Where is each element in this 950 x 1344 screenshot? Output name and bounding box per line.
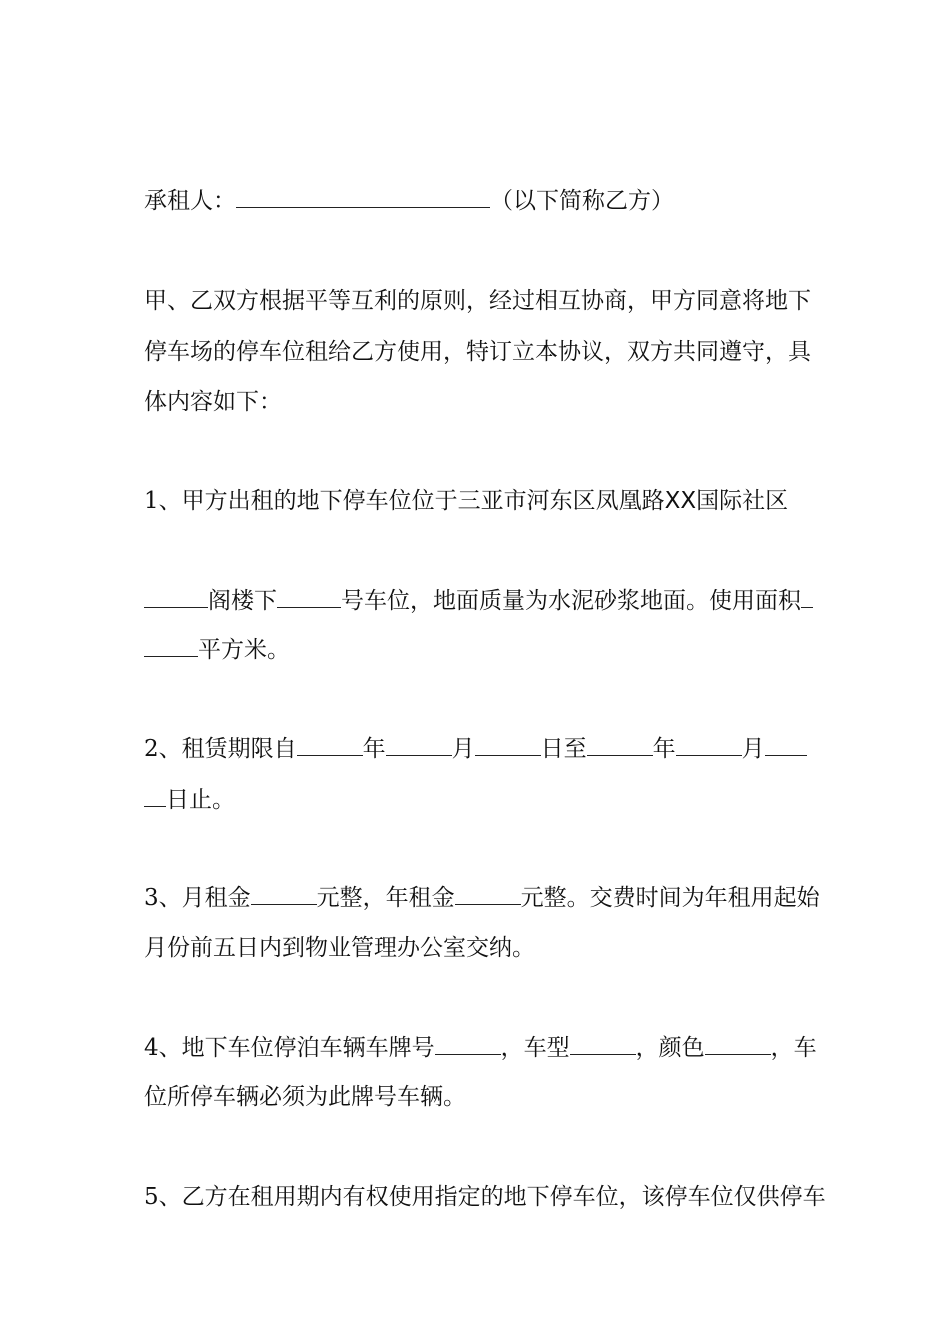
monthly-rent-blank bbox=[251, 884, 317, 905]
clause-1-part-2: 号车位，地面质量为水泥砂浆地面。使用面积 bbox=[341, 588, 801, 614]
clause-1-line-1 bbox=[144, 486, 814, 516]
clause-3-line-2: 月份前五日内到物业管理办公室交纳。 bbox=[144, 935, 535, 961]
clause-1-text: 甲方出租的地下停车位位于三亚市河东区凤凰路XX国际社区 bbox=[181, 488, 789, 514]
lessee-name-blank bbox=[236, 187, 490, 208]
clause-1-part-1: 阁楼下 bbox=[208, 588, 277, 614]
intro-line-3: 体内容如下： bbox=[144, 389, 282, 415]
area-blank-end bbox=[144, 636, 198, 657]
clause-4-line-1 bbox=[144, 1033, 817, 1063]
end-day-blank-end bbox=[144, 786, 166, 807]
clause-4-number: 4、 bbox=[144, 1035, 182, 1061]
clause-3-part-1: 月租金 bbox=[181, 885, 251, 911]
clause-2-part-4: 日至 bbox=[540, 736, 587, 762]
plate-number-blank bbox=[435, 1034, 501, 1055]
clause-2-part-3: 月 bbox=[451, 736, 475, 762]
clause-1-part-3: 平方米。 bbox=[198, 637, 290, 663]
end-day-blank-start bbox=[765, 735, 807, 756]
clause-2-line-1 bbox=[144, 734, 814, 764]
clause-4-part-3: ，颜色 bbox=[635, 1035, 705, 1061]
start-day-blank bbox=[475, 735, 541, 756]
vehicle-color-blank bbox=[705, 1034, 771, 1055]
clause-5-number: 5、 bbox=[144, 1184, 182, 1210]
clause-3-number: 3、 bbox=[144, 885, 182, 911]
area-blank-start bbox=[801, 587, 813, 608]
clause-2-part-6: 月 bbox=[741, 736, 765, 762]
end-month-blank bbox=[676, 735, 742, 756]
clause-5-line-1 bbox=[144, 1182, 826, 1212]
clause-3-part-3: 元整。交费时间为年租用起始 bbox=[520, 885, 820, 911]
clause-4-part-4: ，车 bbox=[770, 1035, 817, 1061]
end-year-blank bbox=[587, 735, 653, 756]
clause-4-part-1: 地下车位停泊车辆车牌号 bbox=[181, 1035, 435, 1061]
lessee-suffix: （以下简称乙方） bbox=[490, 188, 674, 214]
clause-2-part-5: 年 bbox=[652, 736, 676, 762]
building-blank bbox=[144, 587, 208, 608]
clause-2-part-2: 年 bbox=[362, 736, 386, 762]
clause-2-part-7: 日止。 bbox=[166, 787, 235, 813]
lessee-line bbox=[144, 186, 814, 216]
clause-3-part-2: 元整，年租金 bbox=[316, 885, 455, 911]
start-year-blank bbox=[297, 735, 363, 756]
clause-2-part-1: 租赁期限自 bbox=[181, 736, 297, 762]
clause-1-line-3 bbox=[144, 635, 814, 665]
intro-line-1: 甲、乙双方根据平等互利的原则，经过相互协商，甲方同意将地下 bbox=[144, 288, 811, 314]
clause-1-number: 1、 bbox=[144, 488, 182, 514]
intro-line-2: 停车场的停车位租给乙方使用，特订立本协议，双方共同遵守，具 bbox=[144, 339, 811, 365]
clause-5-text: 乙方在租用期内有权使用指定的地下停车位，该停车位仅供停车 bbox=[181, 1184, 826, 1210]
vehicle-model-blank bbox=[570, 1034, 636, 1055]
annual-rent-blank bbox=[455, 884, 521, 905]
clause-4-part-2: ，车型 bbox=[500, 1035, 570, 1061]
space-number-blank bbox=[277, 587, 341, 608]
start-month-blank bbox=[386, 735, 452, 756]
clause-3-line-1 bbox=[144, 883, 820, 913]
clause-4-line-2: 位所停车辆必须为此牌号车辆。 bbox=[144, 1084, 466, 1110]
clause-2-number: 2、 bbox=[144, 736, 182, 762]
clause-1-line-2 bbox=[144, 586, 814, 616]
clause-2-line-2 bbox=[144, 785, 814, 815]
lessee-label: 承租人： bbox=[144, 188, 236, 214]
